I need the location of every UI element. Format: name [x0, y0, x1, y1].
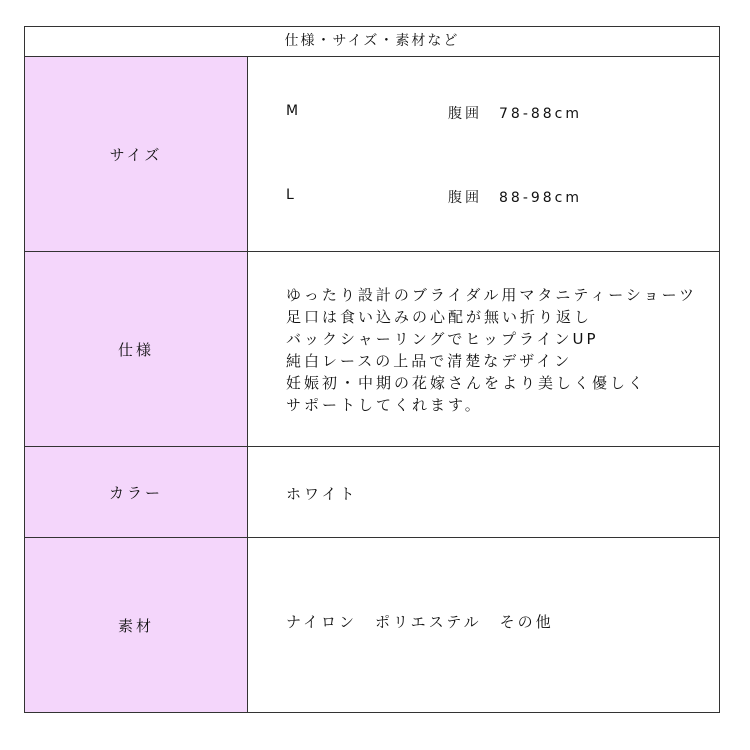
table-title: 仕様・サイズ・素材など: [25, 27, 719, 57]
spec-line: 純白レースの上品で清楚なデザイン: [286, 352, 573, 370]
spec-table: [24, 26, 720, 713]
color-label: カラー: [25, 447, 248, 537]
spec-line: 妊娠初・中期の花嫁さんをより美しく優しく: [286, 374, 647, 392]
size-measure: 腹囲 88-98cm: [448, 190, 583, 206]
spec-row: [25, 252, 719, 447]
size-row: [25, 57, 719, 252]
size-content: [248, 57, 719, 251]
spec-line: ゆったり設計のブライダル用マタニティーショーツ: [286, 286, 698, 304]
color-row: [25, 447, 719, 538]
spec-line: サポートしてくれます。: [286, 396, 483, 414]
material-content: [248, 538, 719, 712]
size-label: サイズ: [25, 57, 248, 251]
color-value: ホワイト: [286, 485, 358, 503]
spec-label: 仕様: [25, 252, 248, 446]
spec-line: 足口は食い込みの心配が無い折り返し: [286, 308, 593, 326]
material-row: [25, 538, 719, 712]
material-value: ナイロン ポリエステル その他: [286, 613, 554, 631]
size-measure: 腹囲 78-88cm: [448, 106, 583, 122]
spec-line: バックシャーリングでヒップラインUP: [286, 330, 599, 348]
spec-lines: [286, 284, 697, 416]
spec-content: [248, 252, 719, 446]
color-content: [248, 447, 719, 537]
size-name: L: [286, 187, 296, 203]
material-label: 素材: [25, 538, 248, 712]
size-name: M: [286, 103, 301, 119]
